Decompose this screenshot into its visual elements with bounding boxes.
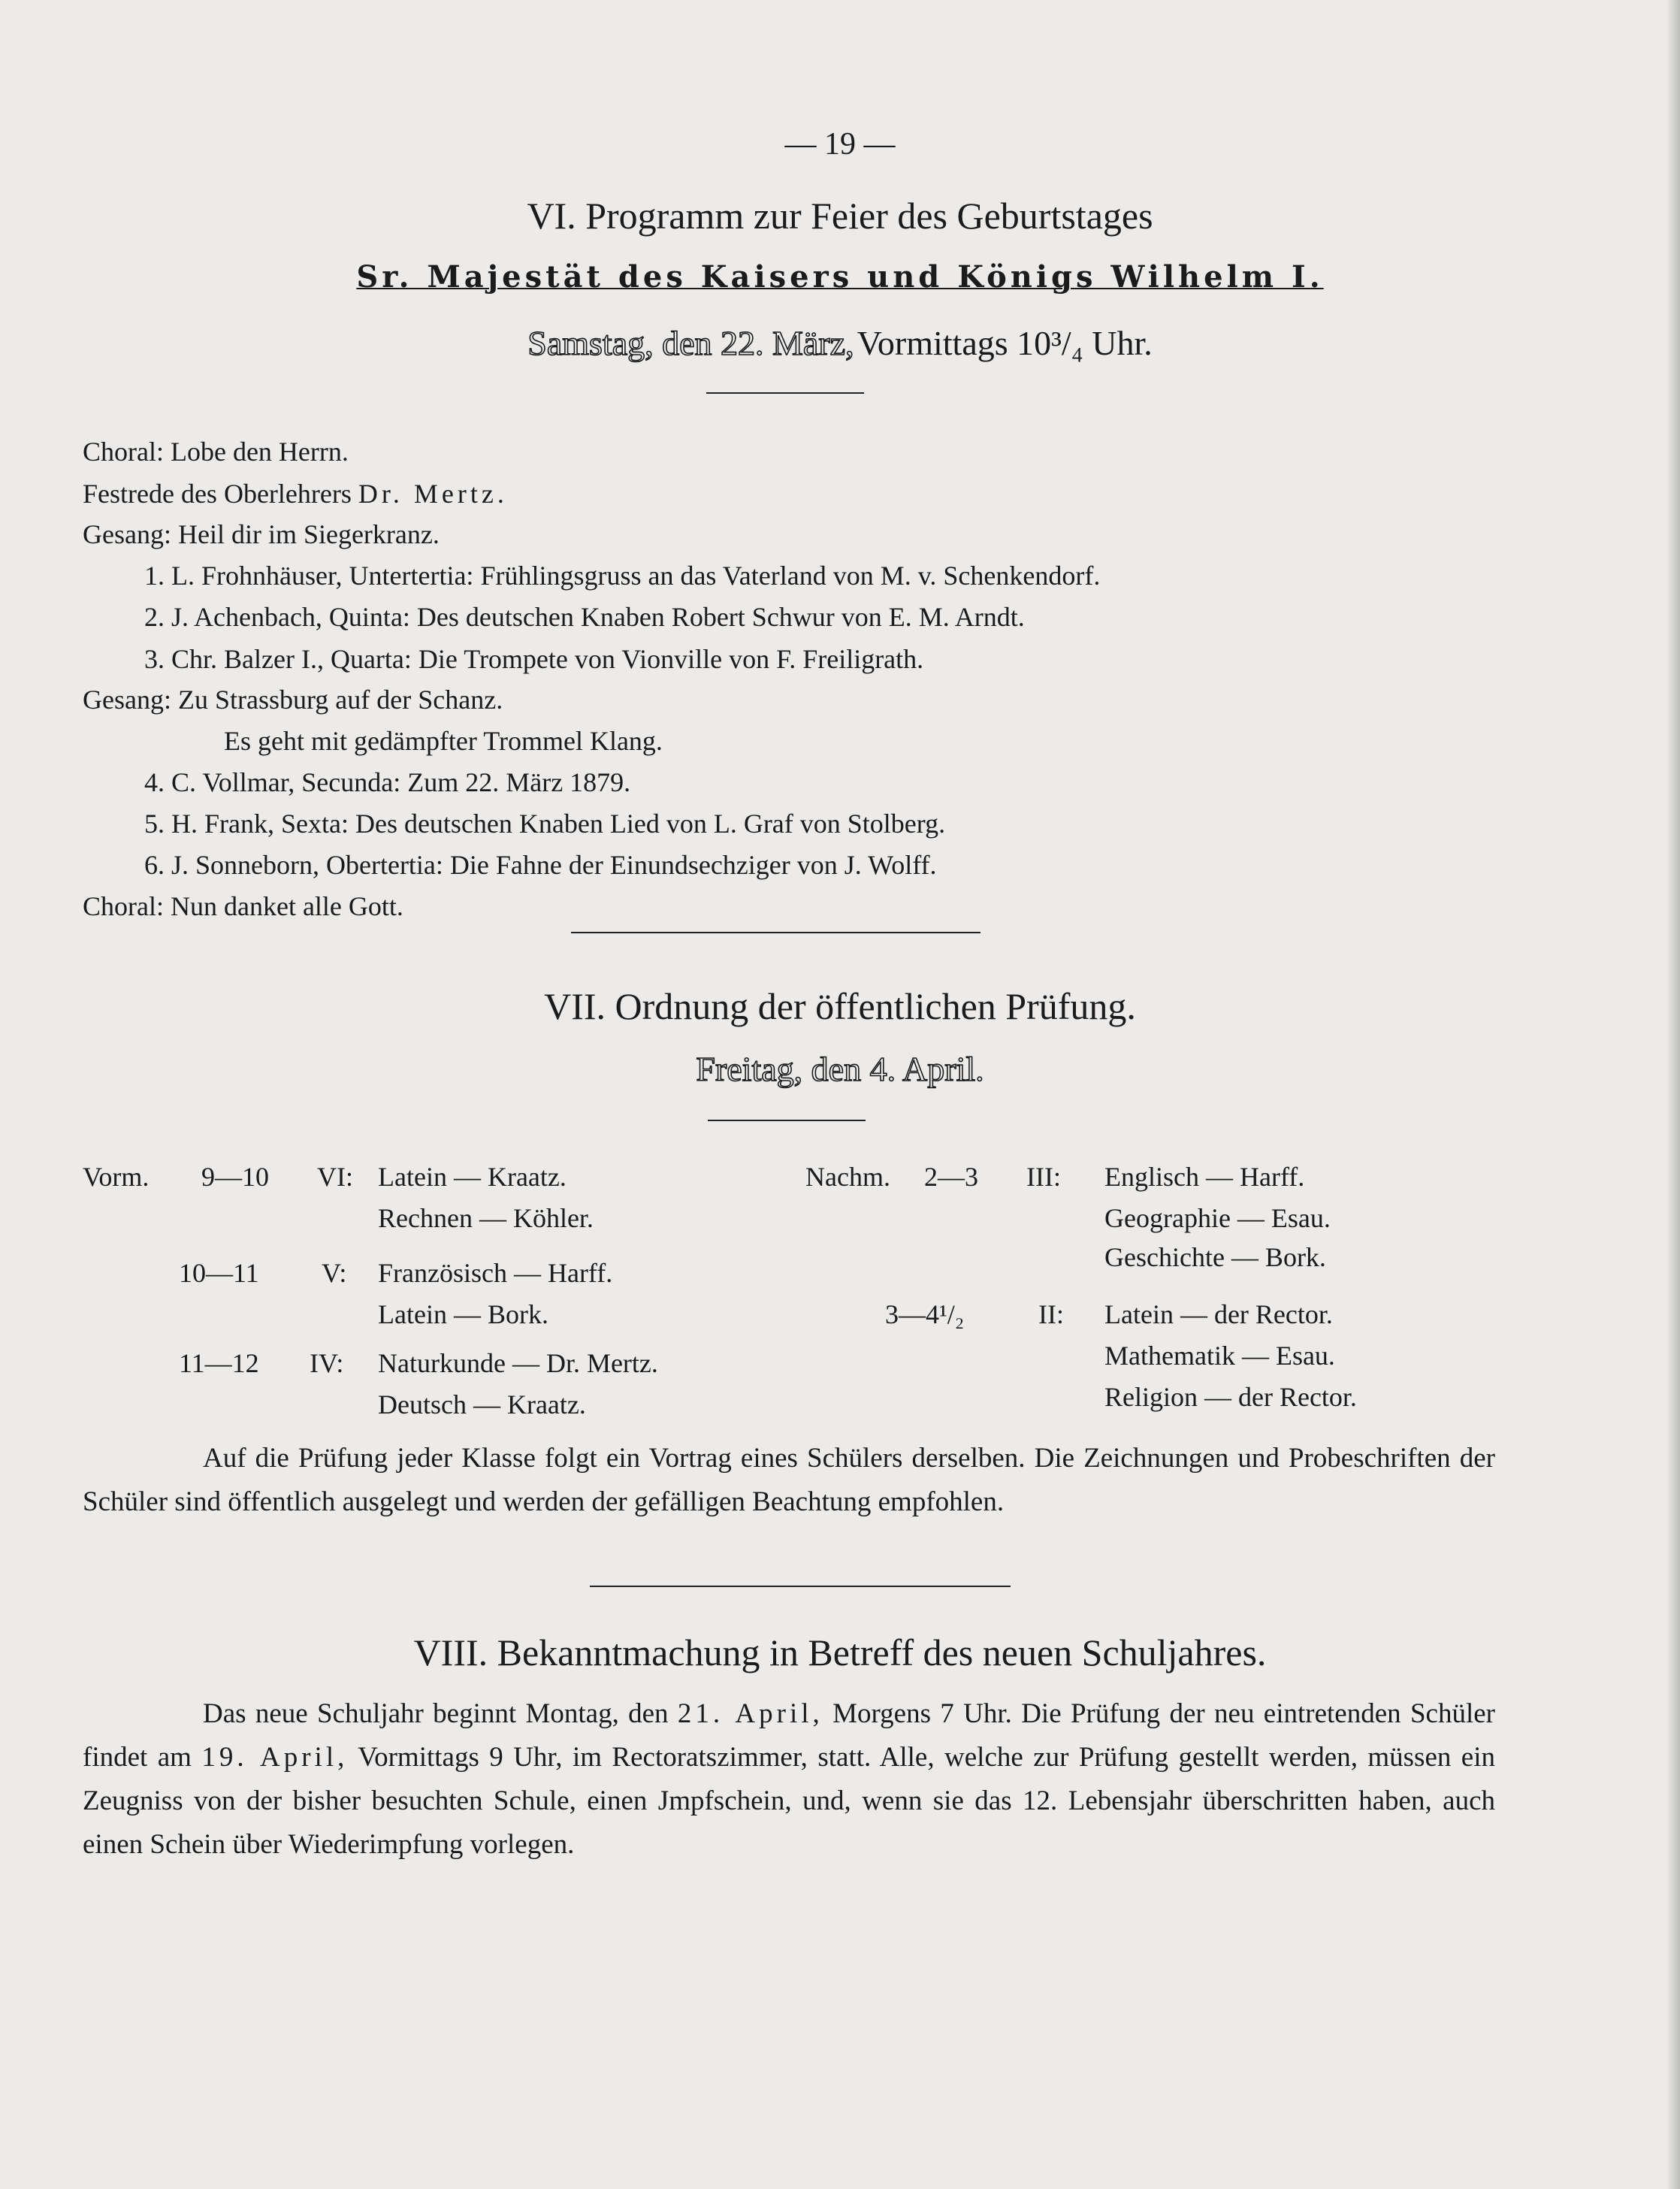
slot-time: 2—3 [924, 1162, 978, 1192]
slot-subject: Latein — Bork. [378, 1299, 548, 1329]
program-line: 4. C. Vollmar, Secunda: Zum 22. März 1879. [144, 767, 631, 797]
section-7-date [0, 1049, 1680, 1089]
slot-time: 3—4¹/₂ [885, 1299, 965, 1329]
slot-subject: Deutsch — Kraatz. [378, 1389, 586, 1420]
afternoon-label: Nachm. [805, 1162, 890, 1192]
section-7-title: VII. Ordnung der öffentlichen Prüfung. [544, 985, 1136, 1027]
school-year-announcement: Das neue Schuljahr beginnt Montag, den 21. April, Morgens 7 Uhr. Die Prüfung der neu eintretenden Schüler findet am 19. April, Vormittags 9 Uhr, im Rectoratszimmer, statt. Alle, welche zur Prüfung gestellt werden, müssen ein Zeugniss von der bisher besuchten Schule, einen Jmpfschein, und, wenn sie das 12. Lebensjahr überschritten haben, auch einen Schein über Wiederimpfung vorlegen. [83, 1698, 1496, 1860]
slot-time: 10—11 [179, 1258, 259, 1288]
slot-subject: Geographie — Esau. [1104, 1203, 1331, 1233]
program-line: Choral: Nun danket alle Gott. [83, 891, 403, 921]
divider [590, 1586, 1011, 1587]
divider [708, 1120, 866, 1121]
section-6-date [0, 323, 1680, 363]
section-6-date-time: Vormittags 10³/₄ Uhr. [857, 324, 1153, 362]
section-7-date-outline: Freitag, den 4. April. [696, 1050, 984, 1088]
slot-class: II: [1038, 1299, 1064, 1329]
slot-subject: Latein — der Rector. [1104, 1299, 1333, 1329]
slot-subject: Englisch — Harff. [1104, 1162, 1305, 1192]
slot-subject: Geschichte — Bork. [1104, 1242, 1326, 1272]
page-number: — 19 — [784, 127, 896, 162]
program-line: 3. Chr. Balzer I., Quarta: Die Trompete von Vionville von F. Freiligrath. [144, 644, 924, 674]
slot-subject: Mathematik — Esau. [1104, 1341, 1335, 1371]
divider [706, 392, 864, 394]
slot-class: V: [322, 1258, 347, 1288]
program-line: Gesang: Heil dir im Siegerkranz. [83, 519, 440, 549]
slot-time: 11—12 [179, 1348, 259, 1378]
exam-note: Auf die Prüfung jeder Klasse folgt ein Vortrag eines Schülers derselben. Die Zeichnungen und Probeschriften der Schüler sind öffentlich ausgelegt und werden der gefälligen Beachtung empfohlen. [83, 1443, 1495, 1517]
section-6-date-outline: Samstag, den 22. März, [527, 324, 854, 362]
slot-class: VI: [317, 1162, 353, 1192]
program-line: 6. J. Sonneborn, Obertertia: Die Fahne der Einundsechziger von J. Wolff. [144, 850, 937, 880]
program-line: Es geht mit gedämpfter Trommel Klang. [224, 726, 663, 756]
slot-class: IV: [310, 1348, 344, 1378]
program-line: Gesang: Zu Strassburg auf der Schanz. [83, 685, 503, 715]
section-8-title: VIII. Bekanntmachung in Betreff des neuen Schuljahres. [413, 1631, 1267, 1673]
slot-subject: Latein — Kraatz. [378, 1162, 567, 1192]
program-line: 2. J. Achenbach, Quinta: Des deutschen Knaben Robert Schwur von E. M. Arndt. [144, 602, 1025, 632]
slot-subject: Naturkunde — Dr. Mertz. [378, 1348, 658, 1378]
program-line: 1. L. Frohnhäuser, Untertertia: Frühlingsgruss an das Vaterland von M. v. Schenkendorf. [144, 561, 1101, 591]
slot-subject: Rechnen — Köhler. [378, 1203, 594, 1233]
slot-class: III: [1026, 1162, 1061, 1192]
slot-subject: Französisch — Harff. [378, 1258, 613, 1288]
program-line: 5. H. Frank, Sexta: Des deutschen Knaben Lied von L. Graf von Stolberg. [144, 809, 946, 839]
section-6-subtitle: Sr. Majestät des Kaisers und Königs Wilhelm I. [356, 259, 1324, 295]
section-6-title: VI. Programm zur Feier des Geburtstages [527, 195, 1153, 237]
slot-subject: Religion — der Rector. [1104, 1382, 1357, 1412]
program-line: Festrede des Oberlehrers Dr. Mertz. [83, 479, 508, 509]
program-line: Choral: Lobe den Herrn. [83, 437, 349, 467]
morning-label: Vorm. [83, 1162, 150, 1192]
slot-time: 9—10 [201, 1162, 269, 1192]
page-edge-shadow [1666, 0, 1680, 2189]
divider [571, 932, 981, 933]
